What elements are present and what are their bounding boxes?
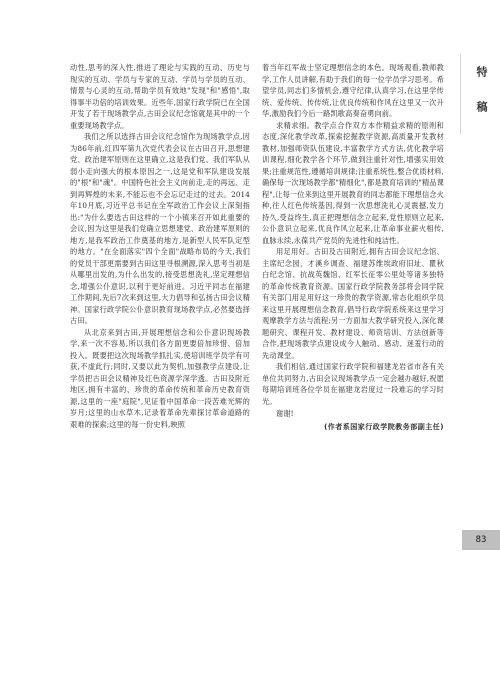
left-text-column bbox=[70, 62, 250, 430]
right-paragraph-4: 我们相信,通过国家行政学院和福建龙岩省市各有关单位共同努力,古田会议现场教学点一定会越办越好,祝愿每期培训班各位学员在福建龙岩度过一段难忘的学习时光。 bbox=[262, 362, 444, 406]
author-signature: (作者系国家行政学院教务部副主任) bbox=[324, 422, 444, 431]
thanks-line: 谢谢! bbox=[276, 409, 294, 418]
right-paragraph-3: 用足用好。古田及古田附近,拥有古田会议纪念馆、主席纪念园、才溪乡调查、福建苏维埃政府旧址、瞿秋白纪念馆、抗战英魏馆、红军长征零公里处等诸多独特的革命传统教育资源。国家行政学院教务部将会同学院有关部门用足用好这一珍贵的教学资源,常态化组织学员来这里开展理想信念教育,倡导行政学院系统来这里学习观摩教学方法与流程;另一方面加大教学研究投入,深化课题研究、课程开发、教材建设、师资培训、方法创新等合作,把现场教学点建设成今人触动、感动、迷羞行动的先动课堂。 bbox=[262, 247, 444, 360]
left-paragraph-3: 从北京来到古田,开展理想信念和公仆意识现场教学,来一次不容易,所以我们各方面更要倍加珍惜、倍加投入。既要把这次现场教学抓扎实,使培训班学员学有可获,不虚此行;同时,又要以此为契机,加强教学点建设,让学员把古田会议精神及红色资源学深学透。古田及附近地区,拥有丰富的、珍贵的革命传统和革命历史教育资源,这里的一座"庭院",见证着中国革命一段苦难光辉的岁月;这里的山水草木,记录着革命先辈探讨革命道路的艰难的探索;这里的每一份史料,映照 bbox=[70, 327, 250, 429]
section-tab bbox=[460, 54, 500, 134]
left-paragraph-2: 我们之所以选择古田会议纪念馆作为现场教学点,因为86年前,红四军第九次党代表会议在古田召开,思想建党、政治建军原则在这里确立,这是我们党、我们军队从弱小走向强大的根本原因之一,这是党和军队建设发展的"根"和"魂"。中国特色社会主义向前走,走的再远、走到再辉煌的未来,不能忘也不会忘记走过的过去。2014年10月底,习近平总书记在全军政治工作会议上深刻指出:"为什么要选古田这样的一个小镇来召开如此重要的会议,因为这里是我们党确立思想建党、政治建军原则的地方,是我军政治工作奠基的地方,是新型人民军队定型的地方。"在全面落实"四个全面"战略布局的今天,我们的党员干部更需要到古田这里寻根溯源,深入思考当初是从哪里出发的,为什么出发的,接受思想洗礼,坚定理想信念,增强公仆意识,以利于更好前进。习近平同志在福建工作期间,先后7次来到这里,大力倡导和弘扬古田会议精神。国家行政学院公仆意识教育现场教学点,必然要选择古田。 bbox=[70, 132, 250, 325]
right-text-column bbox=[262, 62, 444, 433]
section-sidebar bbox=[456, 0, 500, 694]
left-paragraph-1: 动性,思考的深入性,推进了理论与实践的互动、历史与现实的互动、学员与专家的互动、学员与学员的互动、情景与心灵的互动,帮助学员有效地"发现"和"感悟",取得事半功倍的培训效果。近些年,国家行政学院已在全国开发了若干现场教学点,古田会议纪念馆就是其中的一个重要现场教学点。 bbox=[70, 63, 250, 130]
section-label: 特 稿 bbox=[475, 66, 488, 122]
right-paragraph-2: 求精求细。教学点合作双方本作精益求精的原则和态度,深化教学改革,探索挖掘教学资源,高质量开发教材教材,加强师资队伍建设,丰富教学方式方法,优化教学培训课程,细化教学各个环节,做到注重针对性,增强实用效果;注重规范性,遵循培训规律;注重系统性,整合优质材料,确保每一次现场教学都"精细化",都是教育培训的"精品课程",让每一位来到这里开展教育的同志都能下理想信念火种,往人红色传统基因,得到一次思想洗礼心灵震撼,发力持久,受益终生,真正把理想信念立起来,党性原则立起来,公仆意识立起来,优良作风立起来,让革命事业薪火相传,血脉永续,永葆共产党员的先进性和纯洁性。 bbox=[262, 120, 444, 245]
right-paragraph-1: 着当年红军战士坚定理想信念的本色。现场观看,教师教学,工作人员讲解,有助于我们的每一位学员学习思考。希望学员,同志们多情机会,遵守纪律,认真学习,在这里学传统、爱传统、传传统,让优良传统和作风在这里又一次升华,激励我们今后一路凯歌高奏奋勇向前。 bbox=[262, 63, 444, 118]
page-number-badge: 83 bbox=[462, 530, 500, 550]
